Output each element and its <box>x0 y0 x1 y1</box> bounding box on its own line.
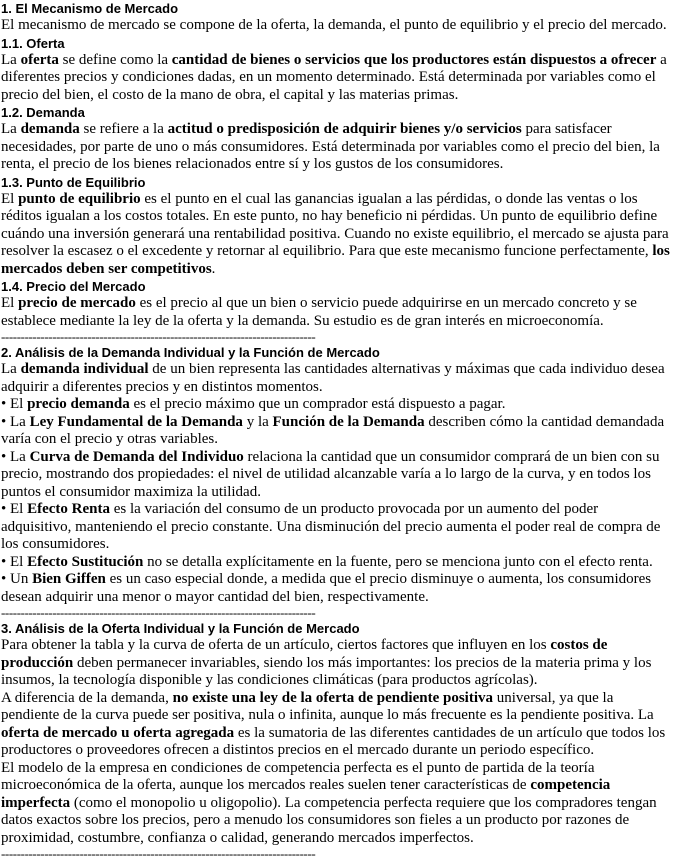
section-2-intro: La demanda individual de un bien representa las cantidades alternativas y máximas que cada individuo desea adquirir a diferentes precios y en distintos momentos. <box>1 361 665 395</box>
section-3-heading: 3. Análisis de la Oferta Individual y la Función de Mercado <box>1 621 360 636</box>
precio-heading: 1.4. Precio del Mercado <box>1 279 146 294</box>
separator-2: -------------------------------------------------------------------------------- <box>1 606 316 620</box>
list-item: • El Efecto Renta es la variación del consumo de un producto provocada por un aumento del poder adquisitivo, manteniendo el precio constante. Una disminución del precio aumenta el poder real de compra de los consumidores. <box>1 501 661 552</box>
equilibrio-paragraph: El punto de equilibrio es el punto en el cual las ganancias igualan a las pérdidas, o donde las ventas o los réditos igualan a los costos totales. En este punto, no hay beneficio ni pérdidas. Un punto de equilibrio define cuándo una inversión generará una rentabilidad positiva. Cuando no existe equilibrio, el mercado se ajusta para resolver la escasez o el excedente y retornar al equilibrio. Para que este mecanismo funcione perfectamente, los mercados deben ser competitivos. <box>1 190 670 277</box>
section-1-heading: 1. El Mecanismo de Mercado <box>1 1 179 16</box>
oferta-term: oferta <box>20 51 59 68</box>
oferta-paragraph: La oferta se define como la cantidad de bienes o servicios que los productores están dispuestos a ofrecer a diferentes precios y condiciones dadas, en un momento determinado. Está determinada por variables como el precio del bien, el costo de la mano de obra, el capital y las materias primas. <box>1 51 667 103</box>
precio-paragraph: El precio de mercado es el precio al que un bien o servicio puede adquirirse en un mercado concreto y se establece mediante la ley de la oferta y la demanda. Su estudio es de gran interés en microeconomía. <box>1 295 637 329</box>
equilibrio-heading: 1.3. Punto de Equilibrio <box>1 174 146 190</box>
section-1-intro: El mecanismo de mercado se compone de la oferta, la demanda, el punto de equilibrio y el precio del mercado. <box>1 17 667 33</box>
oferta-heading: 1.1. Oferta <box>1 35 65 51</box>
oferta-definition: cantidad de bienes o servicios que los productores están dispuestos a ofrecer <box>171 51 657 68</box>
demanda-individual-term: demanda individual <box>20 361 149 377</box>
section-3-paragraph-2: A diferencia de la demanda, no existe una ley de la oferta de pendiente positiva universal, ya que la pendiente de la curva puede ser positiva, nula o infinita, aunque lo más frecuente es la pendiente positiva. La oferta de mercado u oferta agregada es la sumatoria de las diferentes cantidades de un artículo que todos los productores o proveedores ofrecen a distintos precios en el mercado durante un periodo específico. <box>1 689 666 758</box>
equilibrio-term: punto de equilibrio <box>18 190 141 207</box>
demanda-definition: actitud o predisposición de adquirir bienes y/o servicios <box>167 121 522 137</box>
section-3-paragraph-3: El modelo de la empresa en condiciones de competencia perfecta es el punto de partida de la teoría microeconómica de la oferta, aunque los mercados reales suelen tener características de competencia imperfecta (como el monopolio u oligopolio). La competencia perfecta requiere que los compradores tengan datos exactos sobre los precios, pero a menudo los consumidores son fieles a un producto por razones de proximidad, costumbre, confianza o calidad, generando mercados imperfectos. <box>1 759 657 846</box>
list-item: • El Efecto Sustitución no se detalla explícitamente en la fuente, pero se menciona junto con el efecto renta. <box>1 553 653 570</box>
section-3-paragraph-1: Para obtener la tabla y la curva de oferta de un artículo, ciertos factores que influyen en los costos de producción deben permanecer invariables, siendo los más importantes: los precios de la materia prima y los insumos, la tecnología disponible y las condiciones climáticas (para productos agrícolas). <box>1 637 652 688</box>
list-item: • La Ley Fundamental de la Demanda y la Función de la Demanda describen cómo la cantidad demandada varía con el precio y otras variables. <box>1 413 665 447</box>
demanda-heading: 1.2. Demanda <box>1 105 85 120</box>
precio-term: precio de mercado <box>18 295 136 311</box>
list-item: • La Curva de Demanda del Individuo relaciona la cantidad que un consumidor comprará de un bien con su precio, mostrando dos propiedades: el nivel de utilidad alcanzable varía a lo largo de la curva, y en todos los puntos el consumidor maximiza la utilidad. <box>1 448 660 500</box>
demanda-term: demanda <box>20 121 80 137</box>
separator-3: -------------------------------------------------------------------------------- <box>1 847 316 861</box>
section-2-heading: 2. Análisis de la Demanda Individual y la Función de Mercado <box>1 345 380 360</box>
list-item: • El precio demanda es el precio máximo que un comprador está dispuesto a pagar. <box>1 396 506 412</box>
demanda-paragraph: La demanda se refiere a la actitud o predisposición de adquirir bienes y/o servicios para satisfacer necesidades, por parte de uno o más consumidores. Está determinada por variables como el precio del bien, la renta, el precio de los bienes relacionados entre sí y los gustos de los consumidores. <box>1 121 660 172</box>
separator-1: -------------------------------------------------------------------------------- <box>1 330 316 344</box>
list-item: • Un Bien Giffen es un caso especial donde, a medida que el precio disminuye o aumenta, los consumidores desean adquirir una menor o mayor cantidad del bien, respectivamente. <box>1 571 652 605</box>
competitive-markets-emphasis: los mercados deben ser competitivos <box>1 243 670 277</box>
